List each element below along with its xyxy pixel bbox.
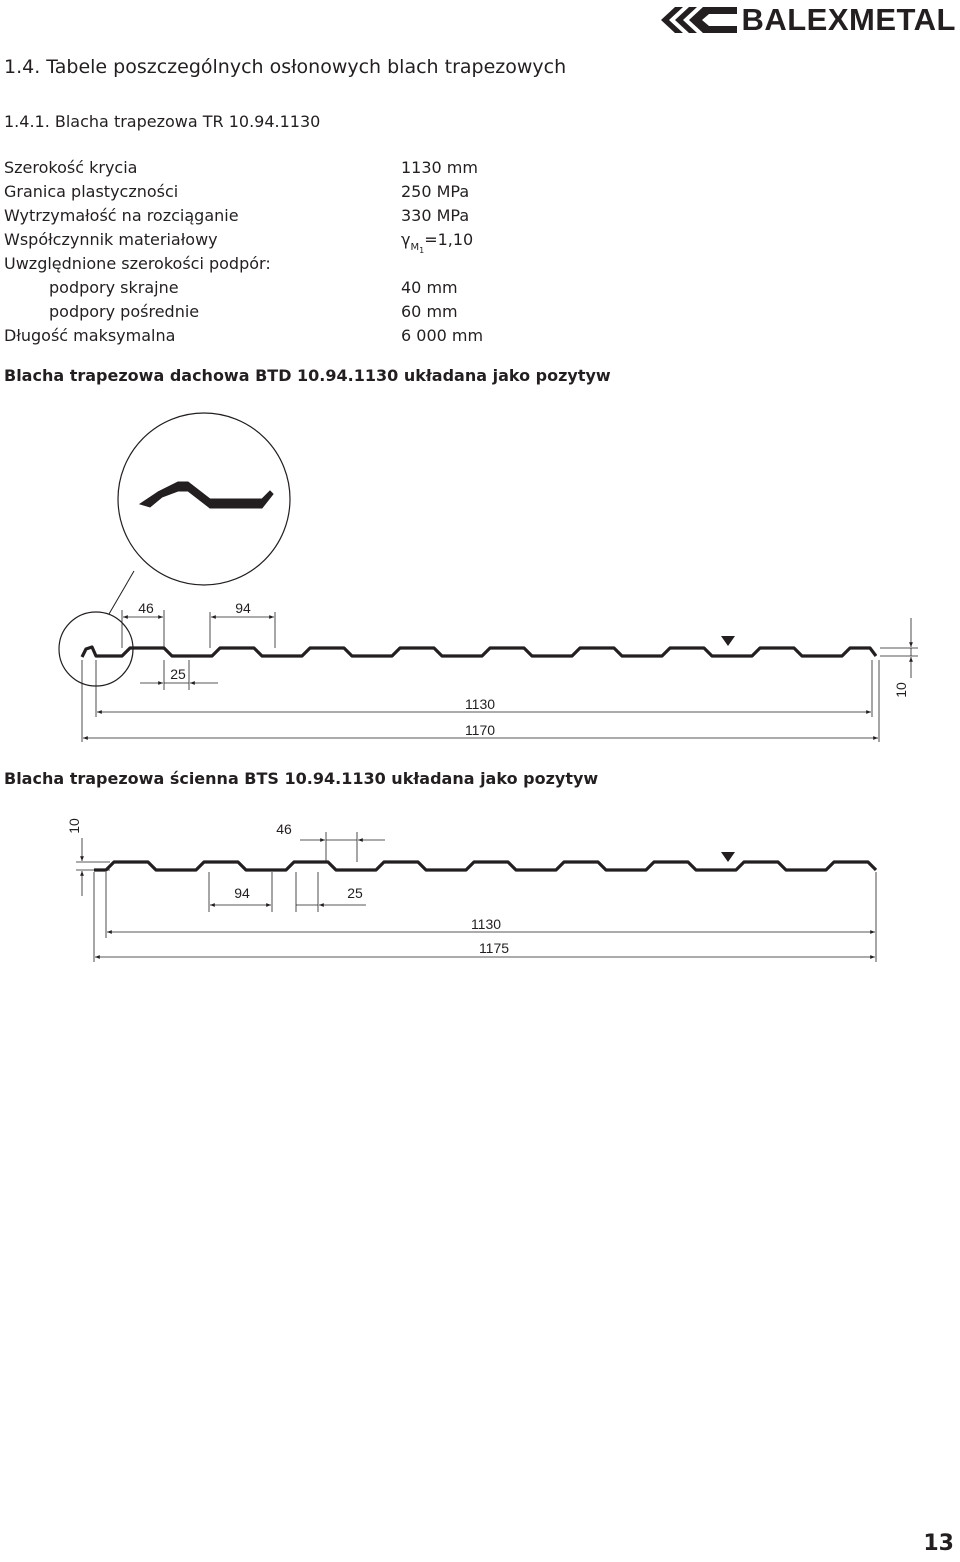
brand-logo: [661, 2, 956, 38]
spec-value: 250 MPa: [401, 182, 470, 201]
wall-dim-top: [300, 832, 385, 862]
section-subheading: 1.4.1. Blacha trapezowa TR 10.94.1130: [4, 112, 321, 131]
wall-sheet-drawing: [0, 805, 960, 970]
page-heading: 1.4. Tabele poszczególnych osłonowych blach trapezowych: [4, 56, 567, 78]
spec-table: [4, 156, 704, 348]
wall-dim-bottom: [209, 872, 366, 912]
spec-row: [4, 276, 704, 300]
spec-row: [4, 228, 704, 255]
dim-label-46: 46: [138, 600, 154, 616]
spec-label: Uwzględnione szerokości podpór:: [4, 254, 271, 273]
gamma-value: =1,10: [424, 230, 474, 249]
gamma-symbol: γ: [401, 230, 411, 249]
wall-dim-label-1130: 1130: [470, 916, 502, 932]
spec-value: 330 MPa: [401, 206, 470, 225]
wall-dim-label-1175: 1175: [478, 940, 510, 956]
spec-label: Granica plastyczności: [4, 182, 179, 201]
spec-label: podpory skrajne: [49, 278, 179, 297]
dim-label-10: 10: [893, 682, 909, 698]
material-factor-value: [401, 228, 473, 255]
dim-label-94: 94: [235, 600, 251, 616]
spec-label: Wytrzymałość na rozciąganie: [4, 206, 239, 225]
dim-height: [880, 618, 918, 678]
page-number: 13: [923, 1531, 954, 1556]
wall-dim-label-25: 25: [347, 885, 363, 901]
spec-value: 6 000 mm: [401, 326, 484, 345]
spec-row: [4, 324, 704, 348]
support-marker-icon: [721, 636, 735, 646]
spec-row: [4, 204, 704, 228]
detail-profile: [140, 482, 273, 508]
roof-profile: [82, 647, 876, 657]
dim-label-25: 25: [170, 666, 186, 682]
spec-label: Współczynnik materiałowy: [4, 230, 218, 249]
dim-label-1130: 1130: [464, 696, 496, 712]
dim-label-1170: 1170: [464, 722, 496, 738]
spec-label: Szerokość krycia: [4, 158, 138, 177]
spec-row: [4, 300, 704, 324]
wall-profile: [94, 862, 876, 870]
spec-value: 40 mm: [401, 278, 458, 297]
spec-row: [4, 156, 704, 180]
balexmetal-logo-icon: [661, 5, 739, 35]
spec-row: [4, 252, 704, 276]
spec-row: [4, 180, 704, 204]
roof-sheet-drawing: [0, 405, 960, 750]
spec-value: 60 mm: [401, 302, 458, 321]
wall-dim-height: [76, 838, 110, 896]
wall-sheet-title: Blacha trapezowa ścienna BTS 10.94.1130 układana jako pozytyw: [4, 769, 599, 788]
wall-dim-label-94: 94: [234, 885, 250, 901]
wall-dim-label-10: 10: [66, 818, 82, 834]
support-marker-icon: [721, 852, 735, 862]
brand-name: BALEXMETAL: [741, 2, 956, 37]
detail-leader-line: [109, 571, 134, 614]
gamma-subscript-1: 1: [419, 246, 425, 255]
spec-label: podpory pośrednie: [49, 302, 200, 321]
spec-label: Długość maksymalna: [4, 326, 176, 345]
wall-dim-label-46: 46: [276, 821, 292, 837]
roof-sheet-title: Blacha trapezowa dachowa BTD 10.94.1130 układana jako pozytyw: [4, 366, 611, 385]
gamma-subscript-m: M: [410, 242, 420, 253]
spec-value: 1130 mm: [401, 158, 478, 177]
